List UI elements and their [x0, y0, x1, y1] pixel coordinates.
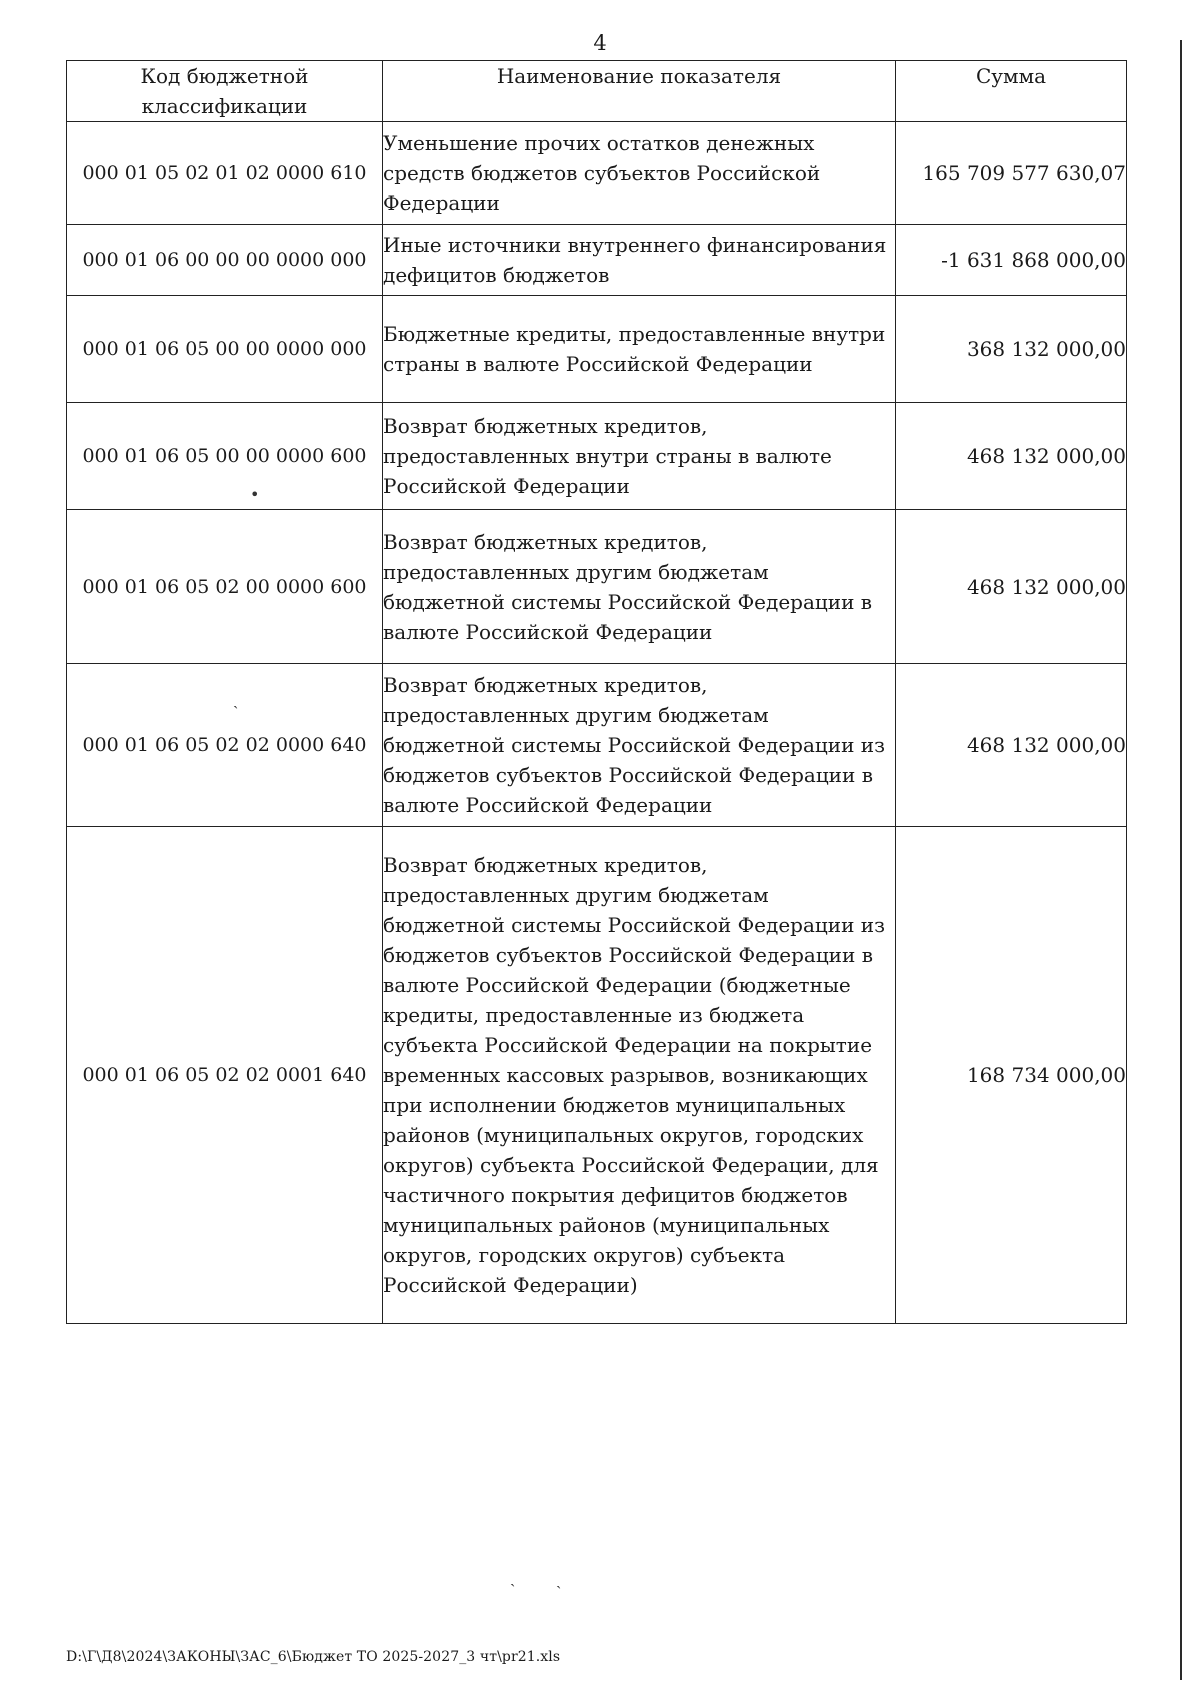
row-name: Возврат бюджетных кредитов, предоставленных другим бюджетам бюджетной системы Российской Федерации из бюджетов субъектов Российской Федерации в валюте Российской Федерации	[383, 664, 896, 827]
scan-edge-line	[1180, 40, 1182, 1680]
row-sum: 168 734 000,00	[896, 827, 1127, 1324]
table-row	[67, 296, 1127, 403]
row-sum: -1 631 868 000,00	[896, 225, 1127, 296]
table-row	[67, 827, 1127, 1324]
row-code: 000 01 05 02 01 02 0000 610	[67, 122, 383, 225]
row-code: 000 01 06 05 02 00 0000 600	[67, 510, 383, 664]
row-sum: 468 132 000,00	[896, 510, 1127, 664]
table-row	[67, 510, 1127, 664]
row-code: 000 01 06 05 02 02 0001 640	[67, 827, 383, 1324]
row-name: Иные источники внутреннего финансирования дефицитов бюджетов	[383, 225, 896, 296]
row-code: 000 01 06 05 00 00 0000 600	[67, 403, 383, 510]
scan-speck: •	[250, 485, 260, 504]
scan-speck: ˎ	[556, 1570, 562, 1589]
row-code: 000 01 06 05 02 02 0000 640	[67, 664, 383, 827]
row-sum: 468 132 000,00	[896, 403, 1127, 510]
scan-speck: ˎ	[510, 1568, 516, 1587]
table-row	[67, 664, 1127, 827]
budget-sources-table	[66, 60, 1127, 1324]
row-code: 000 01 06 00 00 00 0000 000	[67, 225, 383, 296]
row-name: Возврат бюджетных кредитов, предоставленных внутри страны в валюте Российской Федерации	[383, 403, 896, 510]
scan-speck: ˏ	[233, 690, 239, 709]
row-name: Возврат бюджетных кредитов, предоставленных другим бюджетам бюджетной системы Российской Федерации в валюте Российской Федерации	[383, 510, 896, 664]
table-row	[67, 225, 1127, 296]
header-sum: Сумма	[896, 61, 1127, 122]
row-name: Уменьшение прочих остатков денежных средств бюджетов субъектов Российской Федерации	[383, 122, 896, 225]
footer-file-path: D:\Г\Д8\2024\ЗАКОНЫ\ЗАС_6\Бюджет ТО 2025-2027_3 чт\pr21.xls	[66, 1649, 561, 1665]
header-name: Наименование показателя	[383, 61, 896, 122]
row-sum: 368 132 000,00	[896, 296, 1127, 403]
table-row	[67, 403, 1127, 510]
table-header-row	[67, 61, 1127, 122]
row-sum: 165 709 577 630,07	[896, 122, 1127, 225]
row-name: Бюджетные кредиты, предоставленные внутри страны в валюте Российской Федерации	[383, 296, 896, 403]
header-code: Код бюджетной классификации	[67, 61, 383, 122]
row-code: 000 01 06 05 00 00 0000 000	[67, 296, 383, 403]
table-row	[67, 122, 1127, 225]
page-number: 4	[593, 31, 607, 55]
row-name: Возврат бюджетных кредитов, предоставленных другим бюджетам бюджетной системы Российской Федерации из бюджетов субъектов Российской Федерации в валюте Российской Федерации (бюджетные кредиты, предоставленные из бюджета субъекта Российской Федерации на покрытие временных кассовых разрывов, возникающих при исполнении бюджетов муниципальных районов (муниципальных округов, городских округов) субъекта Российской Федерации, для частичного покрытия дефицитов бюджетов муниципальных районов (муниципальных округов, городских округов) субъекта Российской Федерации)	[383, 827, 896, 1324]
row-sum: 468 132 000,00	[896, 664, 1127, 827]
